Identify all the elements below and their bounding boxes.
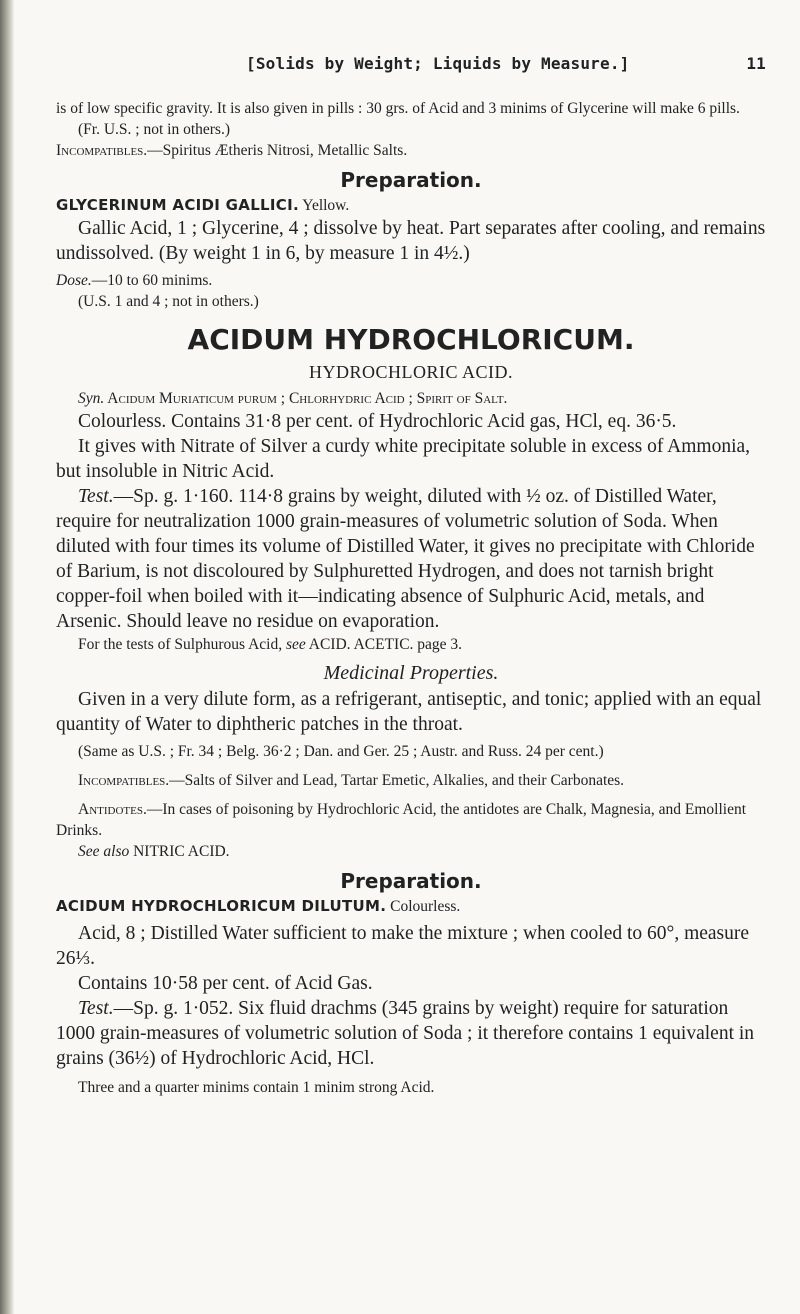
dose-text: —10 to 60 minims. [91, 272, 213, 289]
dilutum-test-text: —Sp. g. 1·052. Six fluid drachms (345 grains by weight) require for saturation 1000 grain-measures of volumetric solution of Soda ; it therefore contains 1 equivalent in grains (36½) of Hydrochloric Acid, HCl. [56, 998, 755, 1069]
dilutum-text: Acid, 8 ; Distilled Water sufficient to make the mixture ; when cooled to 60°, measure 26⅓. [56, 923, 750, 969]
test-text: —Sp. g. 1·160. 114·8 grains by weight, diluted with ½ oz. of Distilled Water, require for neutralization 1000 grain-measures of volumetric solution of Soda. When diluted with four times its volume of Distilled Water, it gives no precipitate with Chloride of Barium, is not discoloured by Sulphuretted Hydrogen, and does not tarnish bright copper-foil when boiled with it—indicating absence of Sulphuric Acid, metals, and Arsenic. Should leave no residue on evaporation. [56, 486, 755, 632]
dilutum-colour: Colourless. [386, 898, 461, 915]
hcl-preparation-heading: Preparation. [340, 869, 482, 893]
hydrochloric-incompatibles [56, 770, 766, 791]
medicinal-text: Given in a very dilute form, as a refrigerant, antiseptic, and tonic; applied with an equal quantity of Water to diphtheric patches in the throat. [56, 689, 762, 735]
antidotes-text: —In cases of poisoning by Hydrochloric Acid, the antidotes are Chalk, Magnesia, and Emollient Drinks. [56, 801, 747, 839]
gallic-pharmacopoeias: (Fr. U.S. ; not in others.) [78, 121, 230, 138]
medicinal-heading: Medicinal Properties. [323, 662, 499, 684]
page-body [56, 98, 766, 1098]
see-also [56, 841, 766, 862]
antidotes [56, 799, 766, 841]
dose-pharmacopoeias: (U.S. 1 and 4 ; not in others.) [78, 293, 259, 310]
minims-note: Three and a quarter minims contain 1 minim strong Acid. [78, 1079, 435, 1096]
hydrochloric-test [56, 484, 766, 634]
medicinal-pharmacopoeias: (Same as U.S. ; Fr. 34 ; Belg. 36·2 ; Dan. and Ger. 25 ; Austr. and Russ. 24 per cent.) [78, 743, 604, 760]
sulphurous-note-b: ACID. ACETIC. page 3. [305, 636, 463, 653]
glycerinum-name: GLYCERINUM ACIDI GALLICI. [56, 196, 299, 214]
running-header [56, 54, 766, 78]
hydrochloric-description: Colourless. Contains 31·8 per cent. of Hydrochloric Acid gas, HCl, eq. 36·5. [78, 411, 677, 432]
page-number: 11 [746, 54, 766, 73]
see-also-text: NITRIC ACID. [129, 843, 230, 860]
dose-label: Dose. [56, 272, 92, 289]
hcl-incompatibles-label: Incompatibles. [78, 772, 170, 789]
sulphurous-note-a: For the tests of Sulphurous Acid, [78, 636, 286, 653]
hydrochloric-subtitle: HYDROCHLORIC ACID. [308, 362, 513, 382]
dilutum-contains: Contains 10·58 per cent. of Acid Gas. [78, 973, 373, 994]
gallic-incompatibles [56, 140, 766, 161]
test-label: Test. [78, 486, 114, 507]
incompatibles-label: Incompatibles. [56, 142, 148, 159]
glycerinum-line [56, 195, 766, 216]
dilutum-name: ACIDUM HYDROCHLORICUM DILUTUM. [56, 897, 387, 915]
gallic-preparation-heading: Preparation. [340, 168, 482, 192]
running-title: [Solids by Weight; Liquids by Measure.] [246, 54, 630, 73]
antidotes-label: Antidotes. [78, 801, 147, 818]
glycerinum-colour: Yellow. [299, 197, 350, 214]
see-also-label: See also [78, 843, 130, 860]
sulphurous-note-see: see [285, 636, 306, 653]
dilutum-line [56, 896, 766, 917]
gallic-intro: is of low specific gravity. It is also given in pills : 30 grs. of Acid and 3 minims of Glycerine will make 6 pills. [56, 100, 740, 117]
dilutum-test-label: Test. [78, 998, 114, 1019]
synonyms [56, 388, 766, 409]
glycerinum-text: Gallic Acid, 1 ; Glycerine, 4 ; dissolve by heat. Part separates after cooling, and remains undissolved. (By weight 1 in 6, by measure 1 in 4½.) [56, 218, 766, 264]
sulphurous-note [56, 634, 766, 655]
silver-test: It gives with Nitrate of Silver a curdy white precipitate soluble in excess of Ammonia, but insoluble in Nitric Acid. [56, 436, 751, 482]
incompatibles-text: —Spiritus Ætheris Nitrosi, Metallic Salts. [147, 142, 408, 159]
page-binding-edge [0, 0, 14, 1314]
hydrochloric-title: ACIDUM HYDROCHLORICUM. [187, 323, 635, 356]
hcl-incompatibles-text: —Salts of Silver and Lead, Tartar Emetic, Alkalies, and their Carbonates. [169, 772, 625, 789]
dilutum-test [56, 996, 766, 1071]
syn-label: Syn. [78, 390, 105, 407]
syn-text: Acidum Muriaticum purum ; Chlorhydric Acid ; Spirit of Salt. [104, 390, 508, 407]
gallic-dose [56, 270, 766, 291]
